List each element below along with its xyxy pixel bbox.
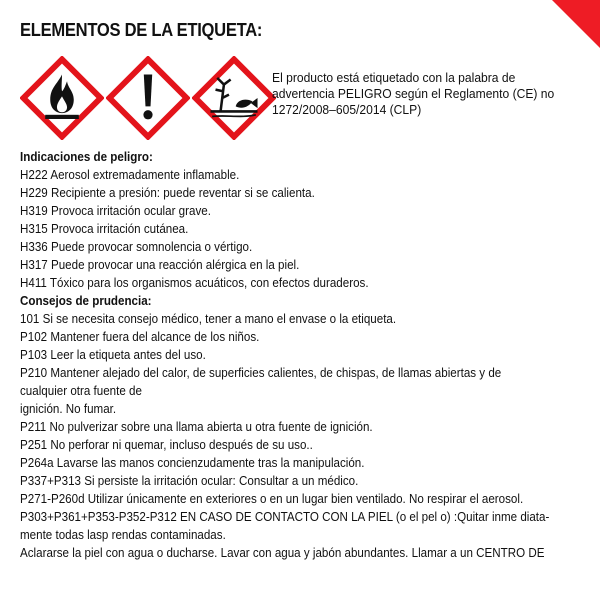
prudence-line: ignición. No fumar. (20, 401, 117, 416)
prudence-line: P251 No perforar ni quemar, incluso después de su uso.. (20, 437, 313, 452)
flammable-icon (20, 56, 104, 140)
intro-text: El producto está etiquetado con la palabra de advertencia PELIGRO según el Reglamento (CE) no 1272/2008–605/2014 (CLP) (272, 70, 555, 117)
prudence-line: P102 Mantener fuera del alcance de los niños. (20, 329, 260, 344)
prudence-line: P103 Leer la etiqueta antes del uso. (20, 347, 206, 362)
hazard-line: H319 Provoca irritación ocular grave. (20, 203, 211, 218)
environment-icon (192, 56, 276, 140)
prudence-line: P210 Mantener alejado del calor, de superficies calientes, de chispas, de llamas abiertas y de cualquier otra fuente de (20, 365, 502, 398)
prudence-line: mente todas lasp rendas contaminadas. (20, 527, 226, 542)
hazard-line: H222 Aerosol extremadamente inflamable. (20, 167, 240, 182)
prudence-line: P337+P313 Si persiste la irritación ocular: Consultar a un médico. (20, 473, 359, 488)
hazard-line: H336 Puede provocar somnolencia o vértigo. (20, 239, 253, 254)
ghs-pictograms (20, 56, 276, 140)
prudence-title: Consejos de prudencia: (20, 293, 152, 308)
prudence-line: P264a Lavarse las manos concienzudamente tras la manipulación. (20, 455, 365, 470)
hazard-title: Indicaciones de peligro: (20, 149, 153, 164)
page-title: ELEMENTOS DE LA ETIQUETA: (20, 20, 263, 40)
prudence-line: 101 Si se necesita consejo médico, tener a mano el envase o la etiqueta. (20, 311, 397, 326)
corner-accent (552, 0, 600, 48)
hazard-statements (20, 166, 548, 292)
prudence-line: P271-P260d Utilizar únicamente en exteriores o en un lugar bien ventilado. No respirar el aerosol. (20, 491, 524, 506)
prudence-line: P303+P361+P353-P352-P312 EN CASO DE CONTACTO CON LA PIEL (o el pel o) :Quitar inme diata- (20, 509, 550, 524)
label-content (20, 148, 548, 562)
hazard-line: H315 Provoca irritación cutánea. (20, 221, 189, 236)
hazard-line: H317 Puede provocar una reacción alérgica en la piel. (20, 257, 300, 272)
prudence-line: P211 No pulverizar sobre una llama abierta u otra fuente de ignición. (20, 419, 373, 434)
prudence-statements (20, 310, 548, 562)
prudence-line: Aclararse la piel con agua o ducharse. Lavar con agua y jabón abundantes. Llamar a un CENTRO DE (20, 545, 545, 560)
exclamation-icon (106, 56, 190, 140)
hazard-line: H411 Tóxico para los organismos acuáticos, con efectos duraderos. (20, 275, 369, 290)
hazard-line: H229 Recipiente a presión: puede reventar si se calienta. (20, 185, 315, 200)
